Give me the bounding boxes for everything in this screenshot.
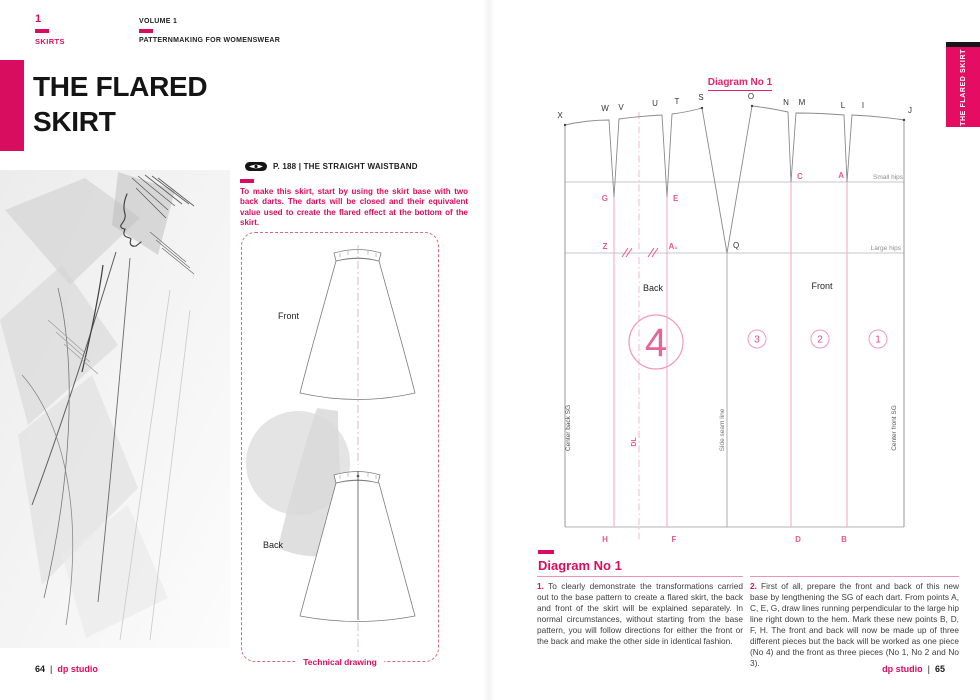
svg-text:U: U bbox=[652, 99, 658, 108]
piece-4-number: 4 bbox=[644, 321, 668, 365]
section-heading: Diagram No 1 bbox=[538, 558, 622, 573]
page-title bbox=[33, 69, 207, 139]
chapter-label: SKIRTS bbox=[35, 37, 65, 46]
svg-text:M: M bbox=[798, 98, 806, 107]
studio-name: dp studio bbox=[57, 664, 98, 674]
reference-label: P. 188 | THE STRAIGHT WAISTBAND bbox=[273, 162, 418, 171]
footer-left bbox=[35, 664, 98, 674]
footer-right bbox=[795, 664, 945, 674]
column-rule bbox=[537, 576, 743, 577]
step-2-text: First of all, prepare the front and back of this new base by lengthening the SG of each dart. From points A, C, E, G, draw lines running perpendicular to the large hip line right down to the hem. Mark these new points B, D, F, H. The front and back will now be made up of three different pieces but the back will be worked as one piece (No 4) and the front as three pieces (No 1, No 2 and No 3). bbox=[750, 581, 960, 668]
notch-marks bbox=[622, 248, 658, 257]
svg-text:I: I bbox=[861, 101, 865, 110]
svg-text:W: W bbox=[601, 104, 609, 113]
instruction-column-1 bbox=[537, 576, 743, 647]
zipper-pull bbox=[357, 475, 360, 478]
fashion-sketch bbox=[0, 170, 230, 648]
volume-dash bbox=[139, 29, 153, 33]
svg-text:O: O bbox=[747, 92, 755, 101]
technical-drawing-caption: Technical drawing bbox=[296, 657, 384, 667]
svg-text:Z: Z bbox=[602, 242, 608, 251]
chapter-dash bbox=[35, 29, 49, 33]
svg-text:L: L bbox=[840, 101, 846, 110]
svg-text:T: T bbox=[674, 97, 680, 106]
technical-drawing bbox=[242, 233, 438, 660]
step-2-number: 2. bbox=[750, 581, 757, 591]
side-tab-label: THE FLARED SKIRT bbox=[959, 48, 967, 126]
svg-text:A₁: A₁ bbox=[668, 242, 678, 251]
section-dash bbox=[538, 550, 554, 554]
page-number-left: 64 bbox=[35, 664, 46, 674]
front-view-label: Front bbox=[278, 311, 300, 321]
piece-1-number: 1 bbox=[875, 334, 881, 346]
svg-text:N: N bbox=[783, 98, 789, 107]
side-tab bbox=[946, 47, 980, 127]
eye-icon bbox=[245, 162, 267, 171]
svg-text:J: J bbox=[908, 106, 912, 115]
page-gutter bbox=[483, 0, 495, 700]
column-rule bbox=[750, 576, 959, 577]
instruction-column-2 bbox=[750, 576, 959, 669]
volume-label: VOLUME 1 bbox=[139, 18, 178, 25]
svg-text:S: S bbox=[698, 93, 704, 102]
svg-text:Center front SG: Center front SG bbox=[891, 405, 898, 451]
footer-divider: | bbox=[50, 664, 53, 674]
footer-divider: | bbox=[927, 664, 930, 674]
svg-text:E: E bbox=[673, 194, 679, 203]
svg-text:H: H bbox=[602, 535, 608, 544]
chapter-number: 1 bbox=[35, 13, 42, 25]
svg-text:Small hips: Small hips bbox=[873, 174, 903, 181]
svg-text:Center back SG: Center back SG bbox=[565, 404, 572, 452]
front-skirt-drawing bbox=[300, 259, 415, 400]
piece-2-number: 2 bbox=[817, 334, 823, 346]
back-piece-label: Back bbox=[642, 283, 664, 293]
svg-text:Large hips: Large hips bbox=[870, 245, 901, 252]
pattern-diagram bbox=[540, 90, 920, 550]
guide-labels bbox=[565, 174, 904, 451]
series-label: PATTERNMAKING FOR WOMENSWEAR bbox=[139, 37, 281, 44]
diagram-title-top: Diagram No 1 bbox=[685, 72, 795, 91]
svg-text:Side seam line: Side seam line bbox=[719, 408, 726, 452]
intro-dash bbox=[240, 179, 254, 183]
waistline-and-darts bbox=[565, 106, 904, 253]
intro-text: To make this skirt, start by using the skirt base with two back darts. The darts will be closed and their equivalent value used to create the flared effect at the bottom of the skirt. bbox=[240, 187, 468, 228]
back-view-label: Back bbox=[263, 540, 284, 550]
technical-drawing-panel bbox=[241, 232, 439, 667]
pink-point-letters bbox=[602, 171, 847, 544]
step-1-text: To clearly demonstrate the transformations carried out to the base pattern to create a flared skirt, the back and front of the skirt will be explained separately. In normal circumstances, without starting from the base pattern, you will follow directions for either the front or the back and make the other side in identical fashion. bbox=[537, 581, 743, 646]
svg-text:V: V bbox=[618, 103, 624, 112]
piece-3-number: 3 bbox=[754, 334, 760, 346]
front-piece-label: Front bbox=[811, 281, 833, 291]
svg-text:F: F bbox=[671, 535, 677, 544]
svg-text:B: B bbox=[841, 535, 847, 544]
studio-name: dp studio bbox=[882, 664, 923, 674]
page-number-right: 65 bbox=[934, 664, 945, 674]
svg-text:A: A bbox=[838, 171, 844, 180]
page-title-line1: THE FLARED bbox=[33, 71, 208, 102]
svg-text:D: D bbox=[795, 535, 801, 544]
svg-text:DL: DL bbox=[631, 437, 638, 447]
svg-text:Q: Q bbox=[733, 241, 740, 250]
svg-text:C: C bbox=[797, 172, 803, 181]
step-1-number: 1. bbox=[537, 581, 544, 591]
svg-text:G: G bbox=[601, 194, 608, 203]
svg-text:X: X bbox=[557, 111, 563, 120]
title-accent-block bbox=[0, 60, 24, 151]
page-title-line2: SKIRT bbox=[33, 106, 116, 137]
